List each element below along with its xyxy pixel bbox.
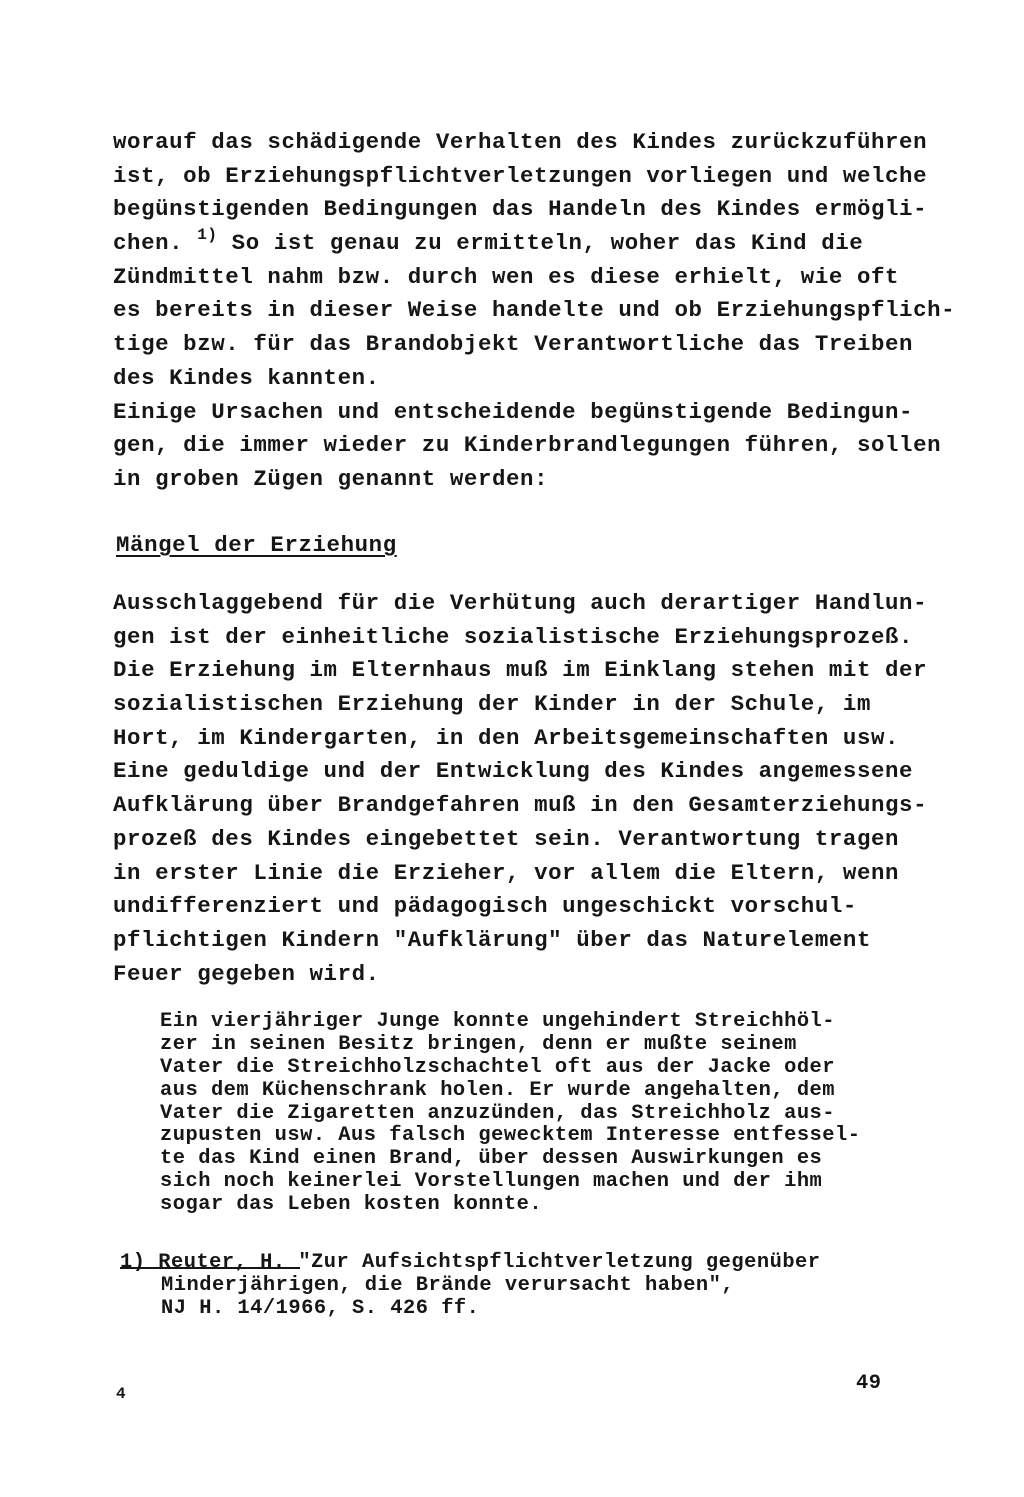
text-line: gen ist der einheitliche sozialistische Erziehungsprozeß. xyxy=(113,623,914,650)
section-heading: Mängel der Erziehung xyxy=(116,532,397,558)
page-number: 49 xyxy=(856,1372,882,1395)
text-line: Ausschlaggebend für die Verhütung auch derartiger Handlun- xyxy=(113,590,928,616)
text-line: in erster Linie die Erzieher, vor allem die Eltern, wenn xyxy=(113,859,900,886)
text-line: sich noch keinerlei Vorstellungen machen und der ihm xyxy=(160,1170,823,1194)
text-line: sogar das Leben kosten konnte. xyxy=(160,1193,543,1217)
text-line: Die Erziehung im Elternhaus muß im Einklang stehen mit der xyxy=(113,657,928,684)
text-line: Eine geduldige und der Entwicklung des Kindes angemessene xyxy=(113,758,914,785)
text-line: Einige Ursachen und entscheidende begünstigende Bedingun- xyxy=(113,398,914,425)
text-line-with-footnote-ref xyxy=(113,227,933,261)
text-line: Ein vierjähriger Junge konnte ungehindert Streichhöl- xyxy=(160,1010,836,1033)
text-line: tige bzw. für das Brandobjekt Verantwortliche das Treiben xyxy=(113,331,914,358)
text-line: Feuer gegeben wird. xyxy=(113,960,380,987)
text-line: prozeß des Kindes eingebettet sein. Verantwortung tragen xyxy=(113,825,900,852)
footnote xyxy=(120,1252,920,1321)
text-line: gen, die immer wieder zu Kinderbrandlegungen führen, sollen xyxy=(113,432,942,459)
text-line: Vater die Zigaretten anzuzünden, das Streichholz aus- xyxy=(160,1101,836,1125)
text-fragment: Reuter, H. "Zur Aufsichtspflichtverletzung gegenüber xyxy=(158,1251,821,1274)
text-line: Hort, im Kindergarten, in den Arbeitsgemeinschaften usw. xyxy=(113,724,900,751)
text-line: zupusten usw. Aus falsch gewecktem Interesse entfessel- xyxy=(160,1124,861,1148)
text-line: es bereits in dieser Weise handelte und ob Erziehungspflich- xyxy=(113,297,956,324)
corner-mark: 4 xyxy=(116,1385,126,1403)
text-line: begünstigenden Bedingungen das Handeln des Kindes ermögli- xyxy=(113,196,928,223)
example-block xyxy=(160,1011,920,1217)
text-line: zer in seinen Besitz bringen, denn er mußte seinem xyxy=(160,1032,797,1056)
footnote-line xyxy=(120,1252,920,1275)
text-line: aus dem Küchenschrank holen. Er wurde angehalten, dem xyxy=(160,1078,836,1102)
text-line: ist, ob Erziehungspflichtverletzungen vorliegen und welche xyxy=(113,162,928,189)
text-line: Vater die Streichholzschachtel oft aus der Jacke oder xyxy=(160,1055,836,1079)
footnote-reference: 1) xyxy=(197,226,218,245)
text-line: des Kindes kannten. xyxy=(113,364,380,391)
body-paragraph-2 xyxy=(113,587,933,991)
footnote-line: NJ H. 14/1966, S. 426 ff. xyxy=(161,1296,480,1320)
text-line: in groben Zügen genannt werden: xyxy=(113,465,549,492)
text-line: sozialistischen Erziehung der Kinder in der Schule, im xyxy=(113,691,871,718)
text-fragment: So ist genau zu ermitteln, woher das Kind die xyxy=(217,230,864,257)
text-line: Zündmittel nahm bzw. durch wen es diese erhielt, wie oft xyxy=(113,263,900,290)
footnote-marker: 1) xyxy=(120,1251,146,1274)
text-line: te das Kind einen Brand, über dessen Auswirkungen es xyxy=(160,1147,823,1171)
body-paragraph-1 xyxy=(113,126,956,497)
text-fragment: chen. xyxy=(113,230,184,257)
text-line: Aufklärung über Brandgefahren muß in den Gesamterziehungs- xyxy=(113,792,928,819)
text-line: pflichtigen Kindern "Aufklärung" über das Naturelement xyxy=(113,926,871,953)
text-line: undifferenziert und pädagogisch ungeschickt vorschul- xyxy=(113,893,857,920)
text-line: worauf das schädigende Verhalten des Kindes zurückzuführen xyxy=(113,129,928,155)
footnote-line: Minderjährigen, die Brände verursacht haben", xyxy=(161,1273,735,1297)
